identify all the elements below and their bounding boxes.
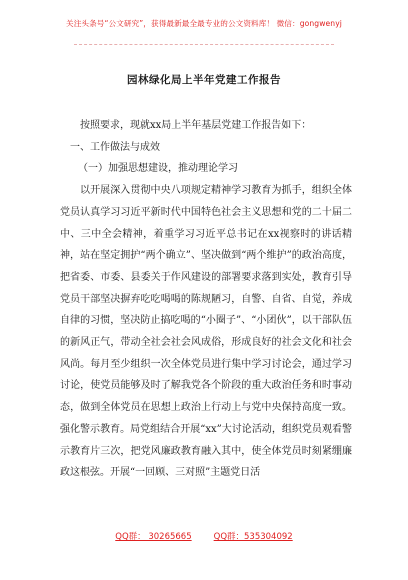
footer-contact-banner (0, 530, 408, 546)
header-divider (74, 44, 334, 45)
document-title: 园林绿化局上半年党建工作报告 (127, 74, 281, 86)
document-body (60, 115, 352, 484)
header-promo-banner (0, 0, 408, 46)
header-promo-text: 关注头条号“公文研究”，获得最新最全最专业的公文资料库！ 微信：gongwenyj (66, 18, 342, 28)
section-heading: 一、工作做法与成效 (70, 141, 160, 153)
footer-qq-group-1[interactable]: QQ群： 30265665 (115, 532, 192, 542)
body-paragraph: 以开展深入贯彻中央八项规定精神学习教育为抓手，组织全体党员认真学习习近平新时代中国特色社会主义思想和党的二十届二中、三中全会精神，着重学习习近平总书记在xx视察时的讲话精神，站在坚定拥护“两个确立”、坚决做到“两个维护”的政治高度，把省委、市委、县委关于作风建设的部署要求落到实处，教育引导党员干部坚决摒弃吃吃喝喝的陈规陋习，自警、自省、自觉，养成自律的习惯，坚决防止搞吃喝的“小圈子”、“小团伙”，以干部队伍的新风正气，带动全社会社会风成俗，形成良好的社会文化和社会风尚。每月至少组织一次全体党员进行集中学习讨论会，通过学习讨论，使党员能够及时了解我党各个阶段的重大政治任务和时事动态，做到全体党员在思想上政治上行动上与党中央保持高度一致。强化警示教育。局党组结合开展“xx”大讨论活动，组织党员观看警示教育片三次，把党风廉政教育融入其中，使全体党员时刻紧绷廉政这根弦。开展“一回顾、三对照”主题党日活 (60, 185, 352, 479)
subsection-heading: （一）加强思想建设，推动理论学习 (78, 163, 238, 175)
intro-paragraph: 按照要求，现就xx局上半年基层党建工作报告如下： (80, 120, 312, 131)
footer-qq-group-2[interactable]: QQ群：535304092 (213, 532, 293, 542)
